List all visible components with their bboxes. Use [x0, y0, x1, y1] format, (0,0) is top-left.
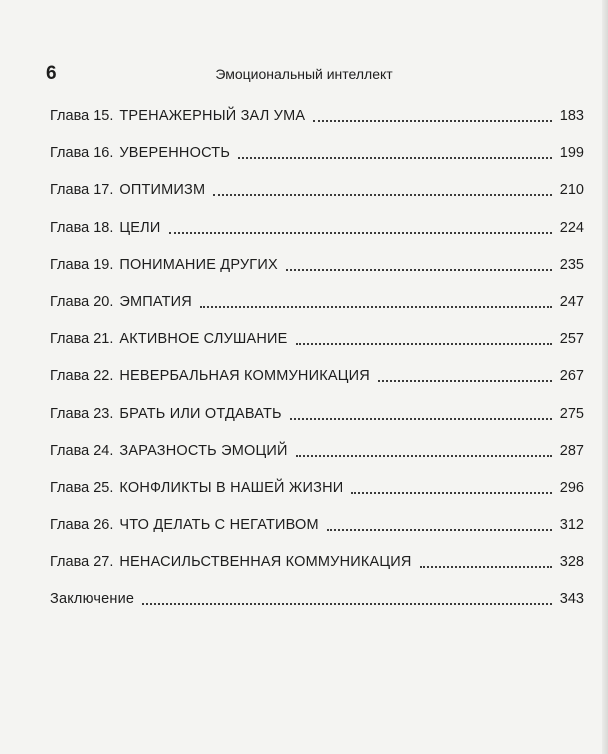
toc-chapter-number: Глава 15. — [50, 108, 114, 124]
toc-chapter-title: НЕНАСИЛЬСТВЕННАЯ КОММУНИКАЦИЯ — [119, 554, 412, 571]
toc-chapter-number: Глава 16. — [50, 145, 114, 162]
toc-chapter-title: ОПТИМИЗМ — [119, 182, 206, 199]
toc-chapter-title: ЭМПАТИЯ — [119, 293, 192, 310]
toc-entry — [50, 478, 584, 515]
toc-chapter-title: АКТИВНОЕ СЛУШАНИЕ — [119, 331, 288, 348]
toc-chapter-title: НЕВЕРБАЛЬНАЯ КОММУНИКАЦИЯ — [119, 368, 370, 385]
toc-chapter-title: Заключение — [50, 591, 135, 608]
toc-entry — [50, 329, 584, 366]
toc-entry — [50, 404, 584, 441]
toc-page-number: 267 — [559, 368, 584, 385]
toc-page-number: 257 — [559, 331, 584, 348]
page-header — [0, 62, 608, 86]
toc-page-number: 199 — [559, 145, 584, 162]
toc-leader-dots — [238, 143, 552, 159]
toc-entry — [50, 218, 584, 255]
toc-leader-dots — [169, 218, 553, 234]
toc-leader-dots — [290, 404, 552, 420]
toc-chapter-title: ЧТО ДЕЛАТЬ С НЕГАТИВОМ — [119, 517, 319, 534]
toc-page-number: 328 — [559, 554, 584, 571]
toc-page-number: 287 — [559, 442, 584, 459]
toc-leader-dots — [286, 255, 552, 271]
toc-entry — [50, 441, 584, 478]
toc-chapter-title: ЦЕЛИ — [119, 219, 161, 236]
toc-entry — [50, 515, 584, 552]
toc-leader-dots — [313, 106, 552, 122]
toc-entry — [50, 292, 584, 329]
toc-page-number: 210 — [559, 182, 584, 199]
toc-leader-dots — [296, 441, 552, 457]
toc-entry-conclusion — [50, 589, 584, 626]
toc-chapter-title: УВЕРЕННОСТЬ — [119, 145, 231, 162]
toc-chapter-number: Глава 27. — [50, 554, 114, 571]
toc-chapter-title: ЗАРАЗНОСТЬ ЭМОЦИЙ — [119, 442, 288, 459]
toc-chapter-number: Глава 19. — [50, 256, 114, 273]
running-title: Эмоциональный интеллект — [215, 66, 393, 82]
toc-leader-dots — [420, 552, 552, 568]
toc-chapter-number: Глава 20. — [50, 293, 114, 310]
page-number: 6 — [46, 63, 57, 84]
toc-leader-dots — [200, 292, 552, 308]
toc-page-number: 275 — [559, 405, 584, 422]
toc-chapter-number: Глава 23. — [50, 405, 114, 422]
toc-chapter-title: БРАТЬ ИЛИ ОТДАВАТЬ — [119, 405, 282, 422]
toc-leader-dots — [327, 515, 552, 531]
toc-leader-dots — [378, 366, 552, 382]
toc-chapter-number: Глава 17. — [50, 182, 114, 199]
toc-chapter-number: Глава 21. — [50, 331, 114, 348]
toc-page-number: 224 — [559, 219, 584, 236]
toc-chapter-number: Глава 26. — [50, 517, 114, 534]
toc-entry — [50, 180, 584, 217]
toc-leader-dots — [296, 329, 552, 345]
toc-page-number: 296 — [559, 479, 584, 496]
toc-chapter-number: Глава 25. — [50, 479, 114, 496]
toc-entry — [50, 143, 584, 180]
toc-leader-dots — [213, 180, 552, 196]
toc-page-number: 343 — [559, 591, 584, 608]
toc-chapter-number: Глава 22. — [50, 368, 114, 385]
toc-leader-dots — [351, 478, 552, 494]
toc-chapter-number: Глава 18. — [50, 219, 114, 236]
toc-entry — [50, 255, 584, 292]
toc-chapter-title: ТРЕНАЖЕРНЫЙ ЗАЛ УМА — [119, 108, 306, 124]
toc-leader-dots — [142, 589, 552, 605]
toc-page-number: 312 — [559, 517, 584, 534]
table-of-contents — [50, 106, 584, 627]
toc-entry — [50, 552, 584, 589]
toc-page-number: 247 — [559, 293, 584, 310]
toc-entry — [50, 106, 584, 143]
toc-chapter-number: Глава 24. — [50, 442, 114, 459]
toc-chapter-title: ПОНИМАНИЕ ДРУГИХ — [119, 256, 278, 273]
toc-entry — [50, 366, 584, 403]
page-edge — [602, 0, 608, 754]
toc-chapter-title: КОНФЛИКТЫ В НАШЕЙ ЖИЗНИ — [119, 479, 344, 496]
toc-page-number: 183 — [559, 108, 584, 124]
toc-page-number: 235 — [559, 256, 584, 273]
